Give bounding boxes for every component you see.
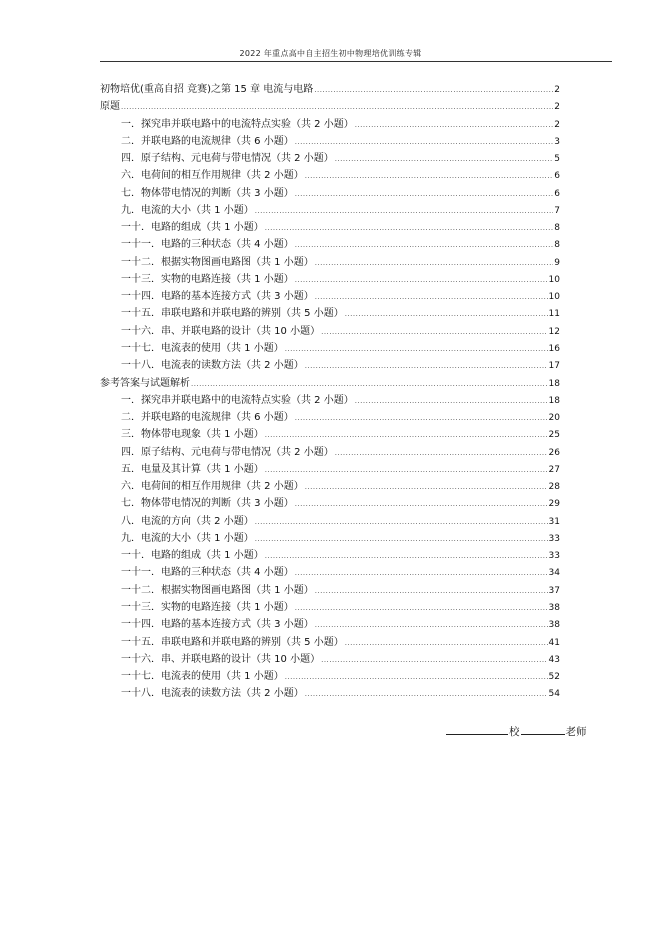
toc-entry-page: 7 (554, 205, 560, 216)
toc-leader-dots (315, 289, 548, 306)
toc-entry-title: 六．电荷间的相互作用规律（共 2 小题） (121, 170, 304, 182)
toc-entry-title: 一十八．电流表的读数方法（共 2 小题） (121, 360, 304, 372)
toc-entry-title: 参考答案与试题解析 (100, 377, 190, 389)
toc-leader-dots (305, 686, 548, 703)
toc-leader-dots (255, 203, 554, 220)
toc-entry[interactable] (100, 409, 560, 426)
toc-entry-title: 一十五．串联电路和并联电路的辨别（共 5 小题） (121, 636, 344, 648)
toc-entry[interactable] (100, 254, 560, 271)
teacher-label: 老师 (565, 726, 587, 738)
toc-entry-page: 2 (554, 119, 560, 130)
toc-entry[interactable] (100, 219, 560, 236)
toc-entry-title: 初物培优(重高自招 竞赛)之第 15 章 电流与电路 (100, 84, 314, 95)
toc-entry-title: 一十六．串、并联电路的设计（共 10 小题） (121, 325, 321, 337)
toc-entry-title: 一十八．电流表的读数方法（共 2 小题） (121, 688, 304, 700)
toc-leader-dots (335, 445, 548, 462)
toc-entry-page: 33 (548, 533, 560, 544)
toc-entry-page: 17 (548, 361, 560, 372)
header-divider (100, 61, 612, 62)
toc-entry[interactable] (100, 323, 560, 340)
toc-entry-title: 九．电流的大小（共 1 小题） (121, 204, 254, 216)
toc-entry[interactable] (100, 202, 560, 219)
toc-entry[interactable] (100, 530, 560, 547)
toc-entry[interactable] (100, 375, 560, 392)
toc-entry-page: 52 (548, 672, 560, 683)
toc-entry-title: 四．原子结构、元电荷与带电情况（共 2 小题） (121, 446, 334, 458)
toc-entry[interactable] (100, 444, 560, 461)
toc-entry-title: 六．电荷间的相互作用规律（共 2 小题） (121, 481, 304, 493)
toc-entry-title: 一十五．串联电路和并联电路的辨别（共 5 小题） (121, 308, 344, 320)
toc-entry[interactable] (100, 167, 560, 184)
toc-entry-page: 9 (554, 257, 560, 268)
toc-entry-page: 6 (554, 171, 560, 182)
toc-leader-dots (295, 186, 554, 203)
toc-entry-page: 38 (548, 602, 560, 613)
toc-leader-dots (121, 99, 553, 116)
toc-entry-title: 一十一．电路的三种状态（共 4 小题） (121, 239, 294, 251)
toc-entry-title: 七．物体带电情况的判断（共 3 小题） (121, 498, 294, 510)
toc-leader-dots (295, 496, 548, 513)
toc-leader-dots (265, 220, 554, 237)
toc-entry[interactable] (100, 236, 560, 253)
toc-entry-page: 18 (548, 378, 560, 389)
toc-leader-dots (255, 531, 548, 548)
toc-entry-title: 二．并联电路的电流规律（共 6 小题） (121, 412, 294, 424)
toc-leader-dots (295, 134, 554, 151)
toc-entry-title: 一十七．电流表的使用（共 1 小题） (121, 671, 284, 683)
toc-entry[interactable] (100, 513, 560, 530)
toc-entry-title: 原题 (100, 101, 120, 113)
toc-leader-dots (345, 635, 548, 652)
toc-entry-page: 31 (548, 516, 560, 527)
school-blank (446, 722, 508, 735)
teacher-blank (521, 722, 565, 735)
toc-leader-dots (305, 168, 554, 185)
toc-entry-title: 一十．电路的组成（共 1 小题） (121, 550, 264, 562)
toc-entry[interactable] (100, 426, 560, 443)
toc-entry-page: 10 (548, 274, 560, 285)
toc-entry-title: 五．电量及其计算（共 1 小题） (121, 463, 264, 475)
toc-entry-title: 四．原子结构、元电荷与带电情况（共 2 小题） (121, 153, 334, 165)
toc-entry-page: 38 (548, 620, 560, 631)
toc-entry-page: 18 (548, 395, 560, 406)
toc-leader-dots (255, 514, 548, 531)
toc-entry-page: 34 (548, 568, 560, 579)
toc-leader-dots (265, 427, 548, 444)
toc-entry[interactable] (100, 271, 560, 288)
toc-entry[interactable] (100, 288, 560, 305)
toc-entry-title: 一．探究串并联电路中的电流特点实验（共 2 小题） (121, 394, 354, 406)
toc-entry[interactable] (100, 599, 560, 616)
toc-entry-title: 一十四．电路的基本连接方式（共 3 小题） (121, 291, 314, 303)
toc-entry[interactable] (100, 392, 560, 409)
toc-entry[interactable] (100, 305, 560, 322)
school-label: 校 (509, 726, 520, 738)
toc-entry-page: 6 (554, 188, 560, 199)
toc-entry-page: 8 (554, 223, 560, 234)
toc-entry[interactable] (100, 616, 560, 633)
toc-entry-page: 29 (548, 499, 560, 510)
toc-entry-page: 12 (548, 326, 560, 337)
toc-entry-page: 16 (548, 343, 560, 354)
toc-entry[interactable] (100, 478, 560, 495)
toc-leader-dots (315, 583, 548, 600)
toc-entry-page: 26 (548, 447, 560, 458)
toc-leader-dots (295, 237, 554, 254)
toc-entry-title: 一十三．实物的电路连接（共 1 小题） (121, 273, 294, 285)
toc-leader-dots (315, 255, 554, 272)
toc-leader-dots (305, 358, 548, 375)
toc-entry-page: 54 (548, 689, 560, 700)
toc-entry-page: 5 (554, 154, 560, 165)
toc-entry-page: 33 (548, 551, 560, 562)
toc-entry-page: 10 (548, 292, 560, 303)
toc-entry-page: 20 (548, 413, 560, 424)
toc-entry-title: 九．电流的大小（共 1 小题） (121, 532, 254, 544)
toc-entry-page: 25 (548, 430, 560, 441)
toc-entry-title: 一十二．根据实物图画电路图（共 1 小题） (121, 256, 314, 268)
toc-entry[interactable] (100, 461, 560, 478)
toc-entry-title: 一十四．电路的基本连接方式（共 3 小题） (121, 619, 314, 631)
toc-entry[interactable] (100, 150, 560, 167)
toc-leader-dots (295, 600, 548, 617)
toc-leader-dots (295, 410, 548, 427)
toc-entry[interactable] (100, 547, 560, 564)
toc-leader-dots (345, 306, 548, 323)
toc-entry[interactable] (100, 495, 560, 512)
toc-entry[interactable] (100, 133, 560, 150)
page-header: 2022 年重点高中自主招生初中物理培优训练专辑 (239, 49, 422, 58)
toc-entry-page: 37 (548, 585, 560, 596)
toc-entry-title: 一十三．实物的电路连接（共 1 小题） (121, 601, 294, 613)
signature-line (446, 722, 588, 739)
toc-leader-dots (305, 479, 548, 496)
toc-leader-dots (315, 617, 548, 634)
toc-entry-page: 27 (548, 464, 560, 475)
toc-entry[interactable] (100, 668, 560, 685)
toc-entry-title: 一十六．串、并联电路的设计（共 10 小题） (121, 653, 321, 665)
toc-entry-title: 七．物体带电情况的判断（共 3 小题） (121, 187, 294, 199)
toc-entry-title: 八．电流的方向（共 2 小题） (121, 515, 254, 527)
toc-entry[interactable] (100, 357, 560, 374)
toc-entry[interactable] (100, 81, 560, 98)
toc-leader-dots (265, 462, 548, 479)
toc-entry[interactable] (100, 185, 560, 202)
toc-leader-dots (355, 117, 554, 134)
toc-entry-page: 3 (554, 136, 560, 147)
toc-entry-title: 一十二．根据实物图画电路图（共 1 小题） (121, 584, 314, 596)
toc-entry[interactable] (100, 564, 560, 581)
toc-leader-dots (295, 272, 548, 289)
toc-leader-dots (285, 669, 548, 686)
toc-entry[interactable] (100, 116, 560, 133)
toc-entry-page: 8 (554, 240, 560, 251)
toc-entry-title: 三．物体带电现象（共 1 小题） (121, 429, 264, 441)
toc-leader-dots (321, 324, 547, 341)
toc-entry-page: 28 (548, 482, 560, 493)
toc-entry-page: 2 (554, 85, 560, 95)
toc-leader-dots (314, 82, 553, 99)
toc-leader-dots (285, 341, 548, 358)
toc-entry[interactable] (100, 582, 560, 599)
toc-leader-dots (191, 376, 548, 393)
toc-leader-dots (335, 151, 554, 168)
toc-entry[interactable] (100, 634, 560, 651)
toc-leader-dots (355, 393, 548, 410)
toc-leader-dots (321, 652, 547, 669)
toc-entry-title: 一十．电路的组成（共 1 小题） (121, 222, 264, 234)
toc-entry-title: 一十七．电流表的使用（共 1 小题） (121, 342, 284, 354)
toc-leader-dots (295, 565, 548, 582)
toc-entry[interactable] (100, 685, 560, 702)
toc-entry-page: 11 (548, 309, 560, 320)
toc-entry-page: 41 (548, 637, 560, 648)
toc-entry-page: 43 (548, 654, 560, 665)
toc-entry[interactable] (100, 98, 560, 115)
toc-entry-title: 二．并联电路的电流规律（共 6 小题） (121, 135, 294, 147)
toc-leader-dots (265, 548, 548, 565)
toc-entry[interactable] (100, 651, 560, 668)
table-of-contents (100, 81, 560, 703)
toc-entry-title: 一十一．电路的三种状态（共 4 小题） (121, 567, 294, 579)
toc-entry[interactable] (100, 340, 560, 357)
toc-entry-page: 2 (554, 102, 560, 113)
toc-entry-title: 一．探究串并联电路中的电流特点实验（共 2 小题） (121, 118, 354, 130)
